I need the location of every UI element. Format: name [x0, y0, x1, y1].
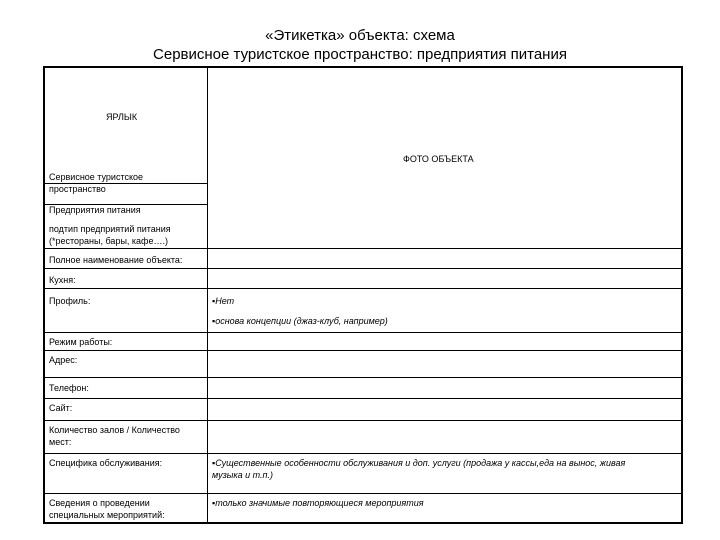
label-form — [43, 66, 683, 524]
page-subtitle: Сервисное туристское пространство: предприятия питания — [153, 46, 567, 63]
events-line2: специальных мероприятий: — [49, 510, 165, 520]
service-value-1: ▪Существенные особенности обслуживания и доп. услуги (продажа у кассы,еда на вынос, живая — [212, 458, 626, 468]
row-divider — [45, 398, 681, 399]
phone-label: Телефон: — [49, 383, 89, 393]
type-label: Предприятия питания — [49, 205, 141, 215]
row-divider — [45, 420, 681, 421]
row-divider — [45, 453, 681, 454]
photo-placeholder: ФОТО ОБЪЕКТА — [403, 154, 474, 164]
subtype-line2: (*рестораны, бары, кафе….) — [49, 236, 168, 246]
row-divider — [45, 288, 681, 289]
hours-label: Режим работы: — [49, 337, 113, 347]
row-divider — [45, 332, 681, 333]
row-divider — [45, 350, 681, 351]
profile-value-2: ▪основа концепции (джаз-клуб, например) — [212, 316, 388, 326]
label-title: ЯРЛЫК — [106, 112, 138, 122]
site-label: Сайт: — [49, 403, 73, 413]
category-line2: пространство — [49, 184, 106, 194]
row-divider — [45, 493, 681, 494]
full-name-label: Полное наименование объекта: — [49, 255, 183, 265]
category-line1: Сервисное туристское — [49, 172, 144, 182]
profile-label: Профиль: — [49, 296, 91, 306]
events-line1: Сведения о проведении — [49, 498, 150, 508]
row-divider — [45, 377, 681, 378]
halls-line2: мест: — [49, 437, 72, 447]
row-divider — [45, 268, 681, 269]
cuisine-label: Кухня: — [49, 275, 76, 285]
service-label: Специфика обслуживания: — [49, 458, 163, 468]
events-value: ▪только значимые повторяющиеся мероприятия — [212, 498, 424, 508]
row-divider — [45, 248, 681, 249]
address-label: Адрес: — [49, 355, 78, 365]
halls-line1: Количество залов / Количество — [49, 425, 180, 435]
profile-value-1: ▪Нет — [212, 296, 235, 306]
page-title: «Этикетка» объекта: схема — [265, 27, 455, 44]
subtype-line1: подтип предприятий питания — [49, 224, 171, 234]
service-value-2: музыка и т.п.) — [212, 470, 273, 480]
